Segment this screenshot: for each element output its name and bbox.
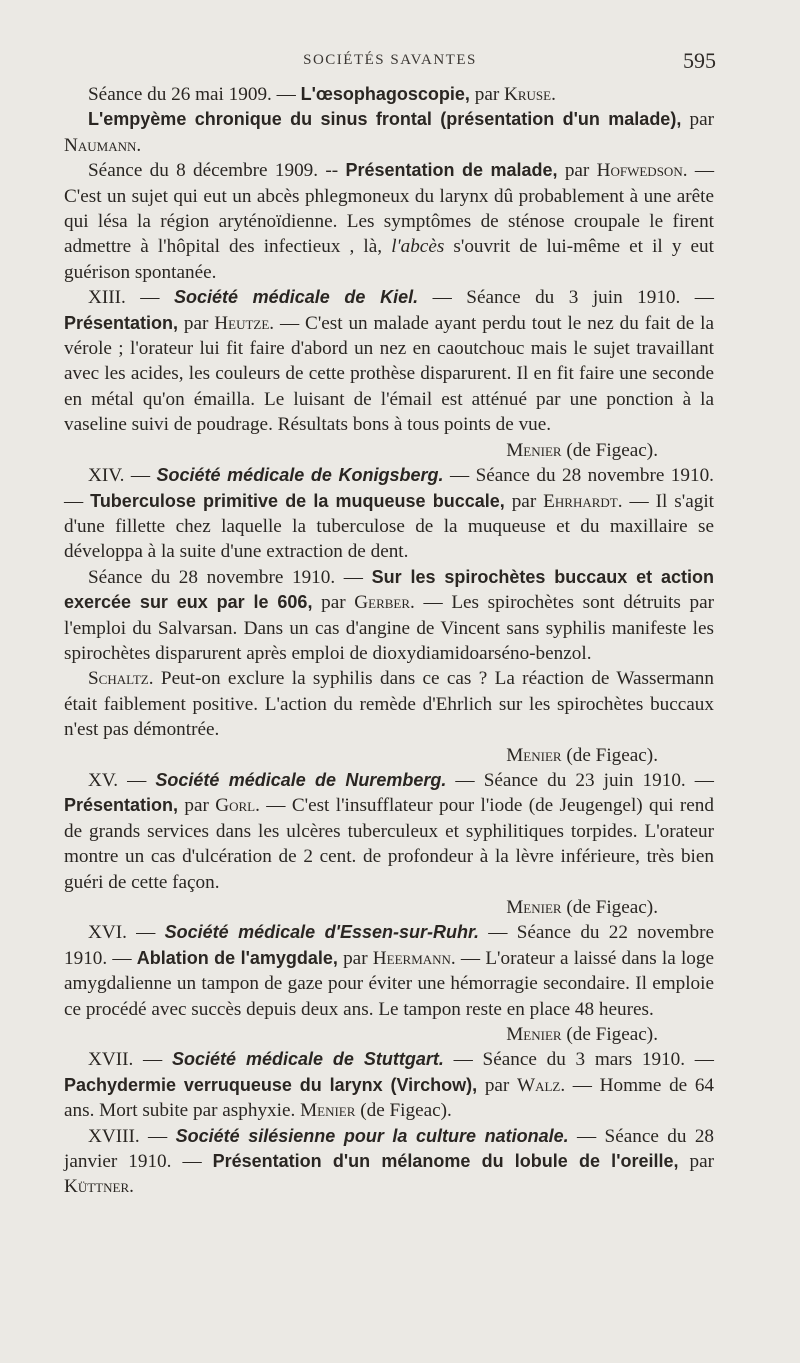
section-konigsberg: XIV. — Société médicale de Konigsberg. — Séance du 28 novembre 1910. — Tuberculose primitive de la muqueuse buccale, par Ehrhardt. — Il s'agit d'une fillette chez laquelle la tuberculose de la muqueuse et du maxillaire se développa à la suite d'une extraction de dent.: [64, 465, 715, 563]
signature: Menier (de Figeac).: [506, 1024, 658, 1046]
page-header: [60, 48, 720, 78]
signature: Menier (de Figeac).: [506, 439, 658, 461]
article-title: Présentation d'un mélanome du lobule de l'oreille,: [212, 1151, 679, 1172]
author-name: Gorl.: [215, 795, 260, 817]
page-number: 595: [683, 48, 716, 73]
section-kiel: XIII. — Société médicale de Kiel. — Séance du 3 juin 1910. — Présentation, par Heutze. — C'est un malade ayant perdu tout le nez du fait de la vérole ; l'orateur lui fit faire d'abord un nez en caoutchouc mais le sujet travaillant avec les acides, les couleurs de cette prothèse disparurent. Il en fit faire une seconde en métal qu'on émailla. Le luisant de l'émail est atténué par une ponction à la vaseline suivi de poudrage. Résultats bons à tous points de vue.: [64, 287, 715, 436]
article-title: Ablation de l'amygdale,: [136, 947, 338, 968]
section-nuremberg: XV. — Société médicale de Nuremberg. — Séance du 23 juin 1910. — Présentation, par Gorl. — C'est l'insufflateur pour l'iode (de Jeugengel) qui rend de grands services dans les ulcères tuberculeux et syphilitiques torpides. L'orateur montre un cas d'ulcération de 2 cent. de profondeur à la lèvre inférieure, très bien guéri de cette façon.: [64, 769, 714, 893]
article-title: L'empyème chronique du sinus frontal (présentation d'un malade),: [88, 109, 682, 130]
author-name: Heutze.: [214, 312, 275, 334]
signature: Menier (de Figeac).: [506, 744, 658, 766]
section-essen: XVI. — Société médicale d'Essen-sur-Ruhr. — Séance du 22 novembre 1910. — Ablation de l'amygdale, par Heermann. — L'orateur a laissé dans la loge amygdalienne un tampon de gaze pour éviter une hémorragie secondaire. Il emploie ce procédé avec succès depuis deux ans. Le tampon reste en place 48 heures.: [64, 922, 715, 1020]
article-title: Présentation,: [64, 795, 179, 816]
article-title: Tuberculose primitive de la muqueuse buccale,: [90, 490, 505, 511]
society-name: Société médicale de Kiel.: [173, 287, 419, 308]
paragraph-naumann: L'empyème chronique du sinus frontal (présentation d'un malade), par Naumann.: [64, 109, 715, 156]
society-name: Société médicale d'Essen-sur-Ruhr.: [164, 922, 479, 943]
article-title: Pachydermie verruqueuse du larynx (Virchow),: [64, 1074, 478, 1095]
article-title: Présentation,: [64, 312, 179, 333]
article-title: L'œsophagoscopie,: [300, 84, 470, 104]
signature: Menier (de Figeac).: [506, 897, 658, 918]
article-title: Sur les spirochètes buccaux et action exercée sur eux par le 606,: [64, 566, 714, 613]
society-name: Société médicale de Stuttgart.: [171, 1049, 444, 1070]
author-name: Ehrhardt.: [543, 490, 623, 512]
article-title: Présentation de malade,: [345, 160, 558, 181]
society-name: Société silésienne pour la culture nationale.: [175, 1125, 569, 1146]
author-name: Kruse.: [504, 84, 556, 105]
paragraph-kruse: Séance du 26 mai 1909. — L'œsophagoscopie, par Kruse.: [88, 84, 556, 105]
author-name: Walz.: [516, 1074, 566, 1096]
author-name: Gerber.: [354, 592, 415, 614]
running-title: SOCIÉTÉS SAVANTES: [303, 52, 477, 68]
author-name: Naumann.: [64, 134, 142, 156]
paragraph-schaltz: Schaltz. Peut-on exclure la syphilis dans ce cas ? La réaction de Wassermann était faiblement positive. L'action du remède d'Ehrlich sur les spirochètes buccaux n'est pas démontrée.: [64, 668, 714, 741]
author-name: Schaltz.: [88, 668, 154, 690]
section-silesia: XVIII. — Société silésienne pour la culture nationale. — Séance du 28 janvier 1910. — Présentation d'un mélanome du lobule de l'oreille, par Küttner.: [64, 1125, 715, 1198]
signature: Menier: [300, 1100, 356, 1122]
paragraph-gerber: Séance du 28 novembre 1910. — Sur les spirochètes buccaux et action exercée sur eux par le 606, par Gerber. — Les spirochètes sont détruits par l'emploi du Salvarsan. Dans un cas d'angine de Vincent sans syphilis manifeste les spirochètes disparurent après emploi de dioxydiamidoarséno-benzol.: [64, 566, 714, 664]
author-name: Küttner.: [64, 1176, 134, 1198]
paragraph-hofwedson: Séance du 8 décembre 1909. -- Présentation de malade, par Hofwedson. — C'est un sujet qui eut un abcès phlegmoneux du larynx dû probablement à une arête qui lésa la région aryténoïdienne. Les symptômes de sténose croupale le firent admettre à l'hôpital des infectieux , là, l'abcès s'ouvrit de lui-même et il y eut guérison spontanée.: [64, 160, 715, 283]
society-name: Société médicale de Konigsberg.: [156, 465, 444, 486]
page-body: [64, 82, 714, 1200]
author-name: Heermann.: [372, 947, 456, 969]
society-name: Société médicale de Nuremberg.: [155, 769, 447, 790]
author-name: Hofwedson.: [596, 160, 688, 182]
section-stuttgart: XVII. — Société médicale de Stuttgart. — Séance du 3 mars 1910. — Pachydermie verruqueuse du larynx (Virchow), par Walz. — Homme de 64 ans. Mort subite par asphyxie. Menier (de Figeac).: [64, 1049, 715, 1122]
